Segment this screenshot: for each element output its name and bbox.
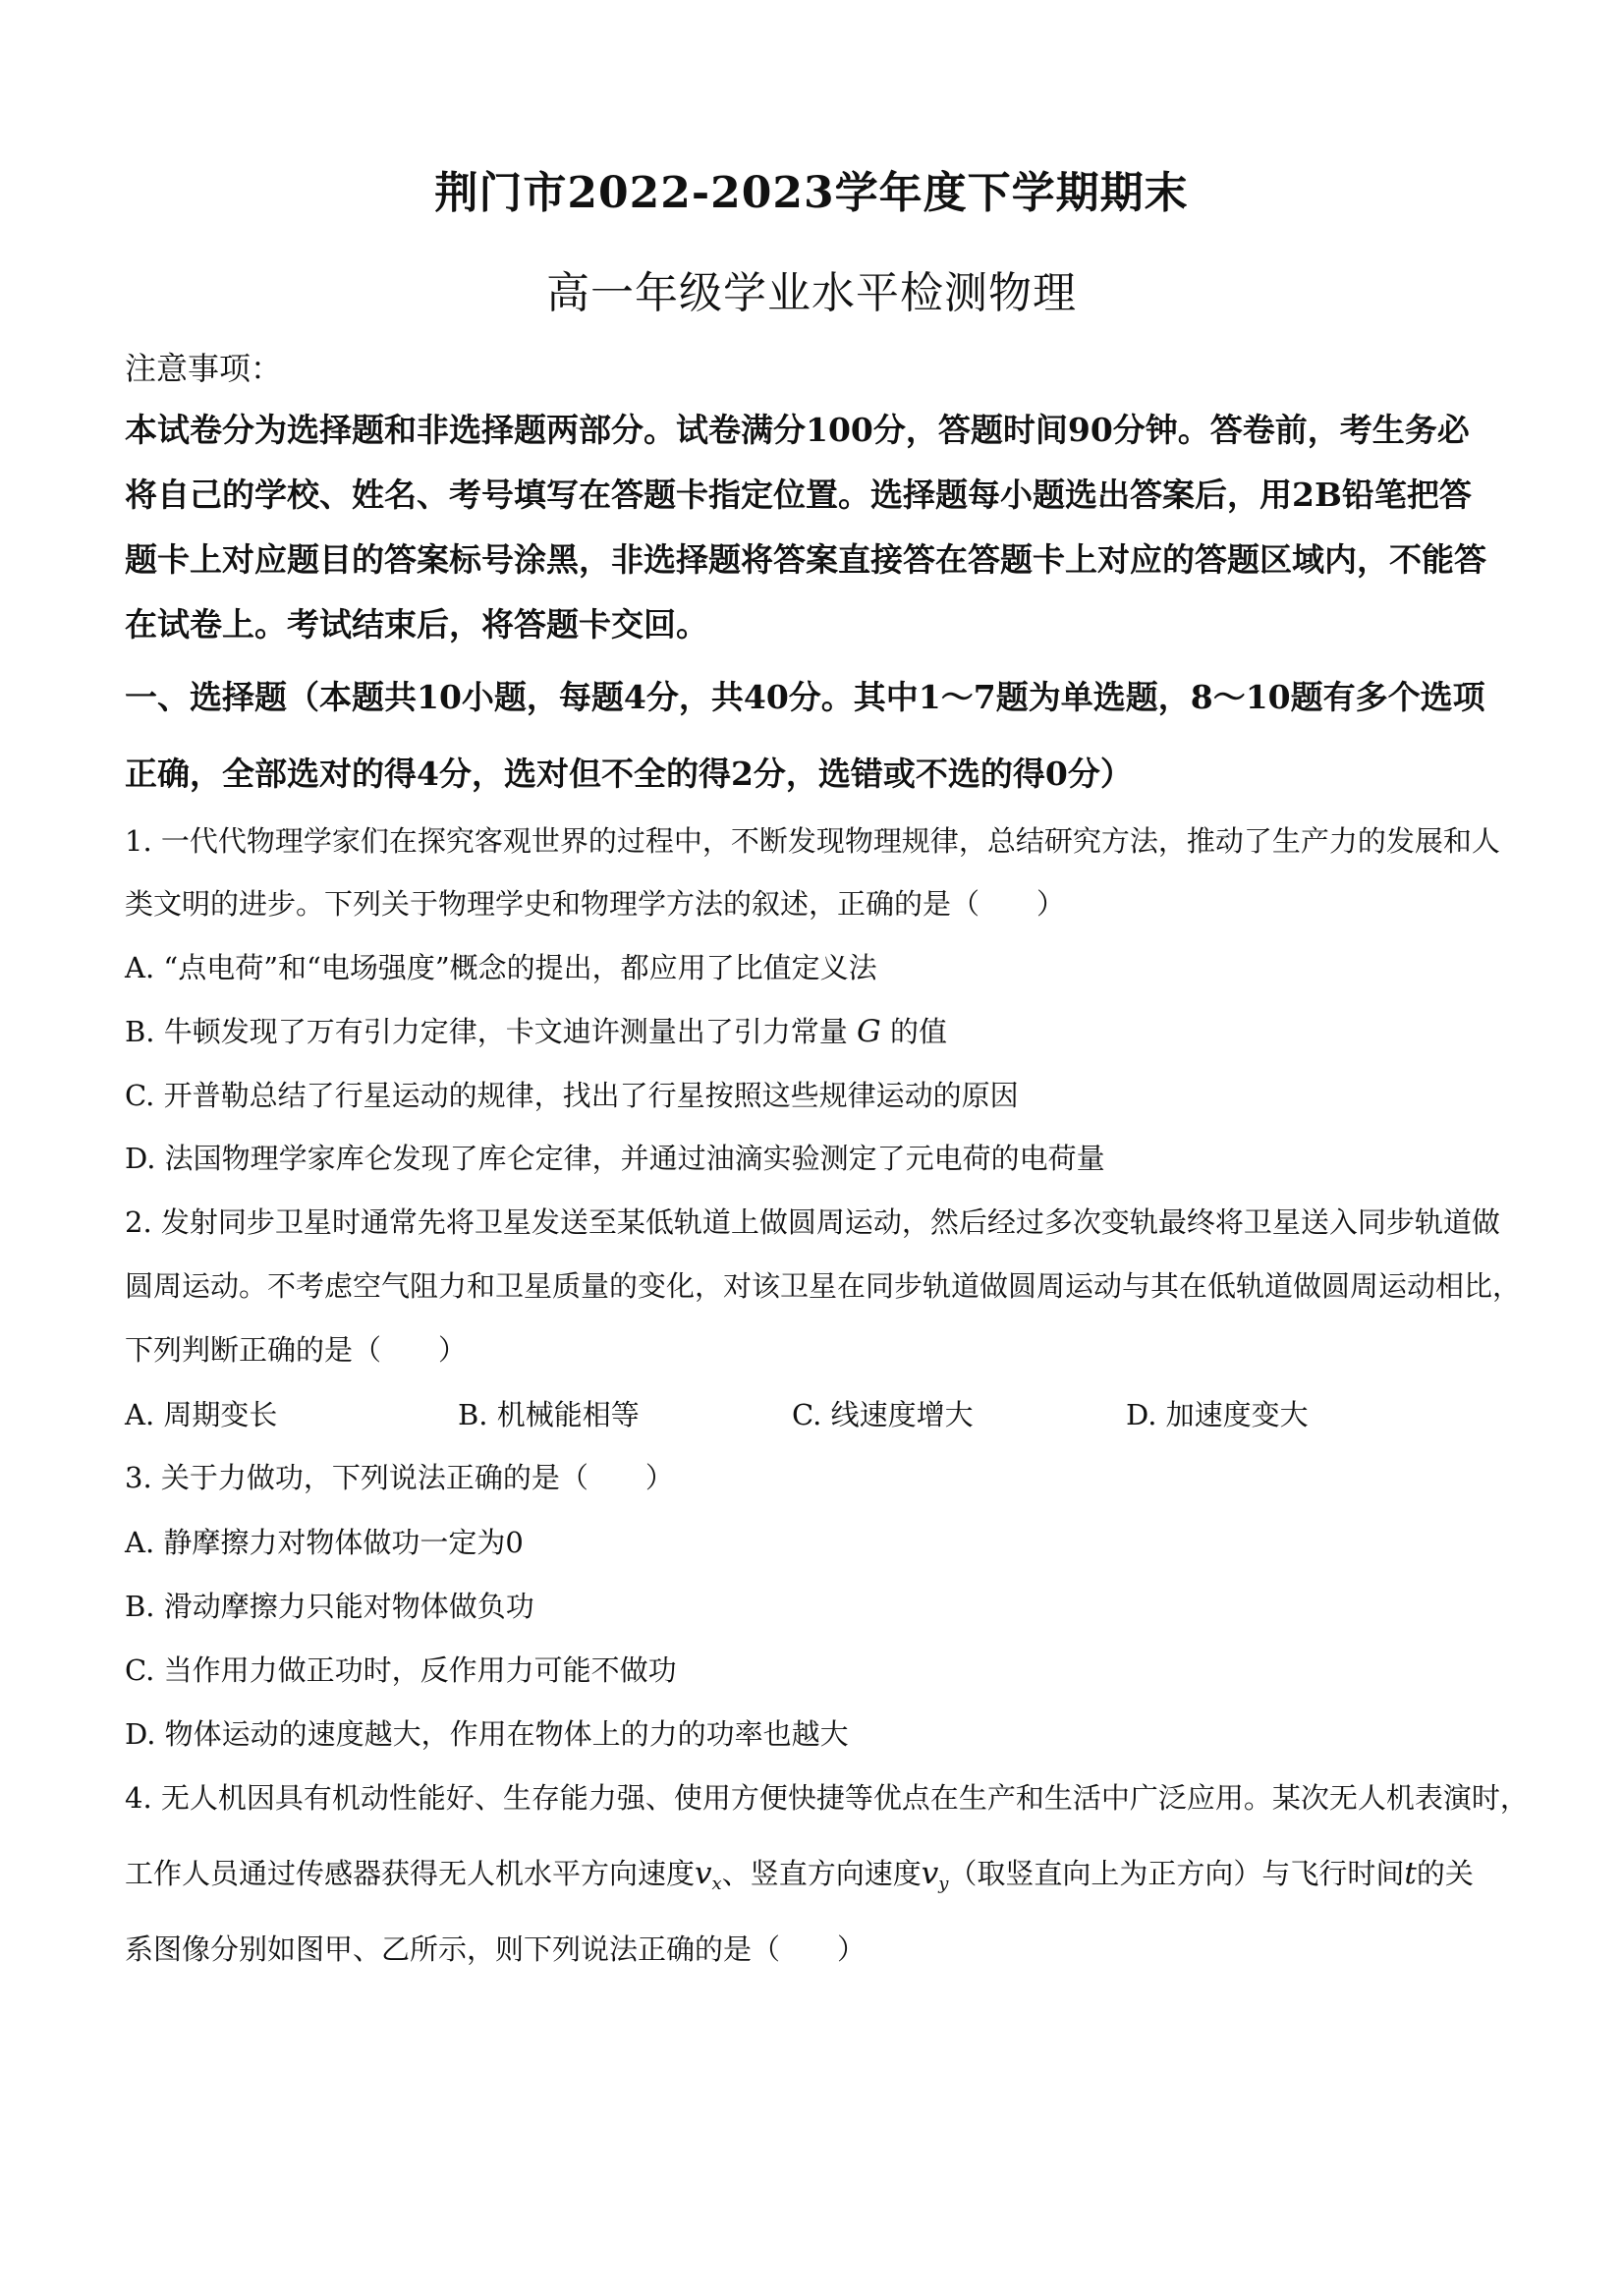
question-3-option-d: D. 物体运动的速度越大，作用在物体上的力的功率也越大 — [125, 1717, 849, 1751]
option-text: B. 牛顿发现了万有引力定律，卡文迪许测量出了引力常量 — [125, 1015, 848, 1048]
velocity-symbol: v — [921, 1856, 939, 1891]
question-2-stem: 2. 发射同步卫星时通常先将卫星发送至某低轨道上做圆周运动，然后经过多次变轨最终将卫星送入同步轨道做 — [125, 1205, 1500, 1239]
stem-text: 、竖直方向速度 — [721, 1857, 922, 1890]
velocity-subscript: y — [938, 1874, 949, 1894]
question-1-option-a: A. “点电荷”和“电场强度”概念的提出，都应用了比值定义法 — [125, 951, 877, 984]
time-symbol: t — [1404, 1856, 1417, 1891]
question-1-stem: 1. 一代代物理学家们在探究客观世界的过程中，不断发现物理规律，总结研究方法，推动了生产力的发展和人 — [125, 824, 1500, 858]
section-heading: 一、选择题（本题共10小题，每题4分，共40分。其中1～7题为单选题，8～10题有多个选项 — [125, 678, 1485, 716]
question-1-option-d: D. 法国物理学家库仑发现了库仑定律，并通过油滴实验测定了元电荷的电荷量 — [125, 1142, 1105, 1175]
question-2-stem: 下列判断正确的是（ ） — [125, 1333, 468, 1367]
stem-text: 工作人员通过传感器获得无人机水平方向速度 — [125, 1857, 696, 1890]
question-4-stem: 系图像分别如图甲、乙所示，则下列说法正确的是（ ） — [125, 1932, 867, 1966]
notice-line: 本试卷分为选择题和非选择题两部分。试卷满分100分，答题时间90分钟。答卷前，考生务必 — [125, 411, 1470, 449]
question-1-option-c: C. 开普勒总结了行星运动的规律，找出了行星按照这些规律运动的原因 — [125, 1079, 1019, 1112]
notice-line: 题卡上对应题目的答案标号涂黑，非选择题将答案直接答在答题卡上对应的答题区域内，不能答 — [125, 540, 1486, 579]
notice-label: 注意事项： — [125, 350, 283, 387]
question-2-option-c: C. 线速度增大 — [792, 1398, 974, 1431]
velocity-subscript: x — [711, 1874, 722, 1894]
notice-line: 在试卷上。考试结束后，将答题卡交回。 — [125, 605, 708, 644]
section-heading: 正确，全部选对的得4分，选对但不全的得2分，选错或不选的得0分） — [125, 755, 1133, 793]
question-3-option-a: A. 静摩擦力对物体做功一定为0 — [125, 1526, 524, 1559]
question-4-stem: 4. 无人机因具有机动性能好、生存能力强、使用方便快捷等优点在生产和生活中广泛应用。某次无人机表演时， — [125, 1781, 1529, 1815]
stem-text: （取竖直向上为正方向）与飞行时间 — [948, 1857, 1405, 1890]
question-2-option-b: B. 机械能相等 — [458, 1398, 640, 1431]
exam-title: 荆门市2022-2023学年度下学期期末 — [434, 168, 1189, 218]
question-2-option-a: A. 周期变长 — [125, 1398, 278, 1431]
stem-text: 的关 — [1416, 1857, 1474, 1890]
option-text: 的值 — [889, 1015, 947, 1048]
notice-line: 将自己的学校、姓名、考号填写在答题卡指定位置。选择题每小题选出答案后，用2B铅笔把答 — [125, 476, 1472, 514]
question-2-option-d: D. 加速度变大 — [1126, 1398, 1309, 1431]
question-3-stem: 3. 关于力做功，下列说法正确的是（ ） — [125, 1461, 674, 1494]
question-3-option-c: C. 当作用力做正功时，反作用力可能不做功 — [125, 1653, 677, 1687]
question-2-stem: 圆周运动。不考虑空气阻力和卫星质量的变化，对该卫星在同步轨道做圆周运动与其在低轨道做圆周运动相比， — [125, 1269, 1522, 1303]
velocity-symbol: v — [695, 1856, 712, 1891]
question-1-option-b — [125, 1010, 947, 1050]
exam-subtitle: 高一年级学业水平检测物理 — [546, 268, 1077, 318]
question-3-option-b: B. 滑动摩擦力只能对物体做负功 — [125, 1590, 534, 1623]
question-4-stem-line2 — [125, 1852, 1474, 1894]
gravitational-constant-symbol: G — [856, 1014, 881, 1049]
question-1-stem: 类文明的进步。下列关于物理学史和物理学方法的叙述，正确的是（ ） — [125, 887, 1066, 921]
